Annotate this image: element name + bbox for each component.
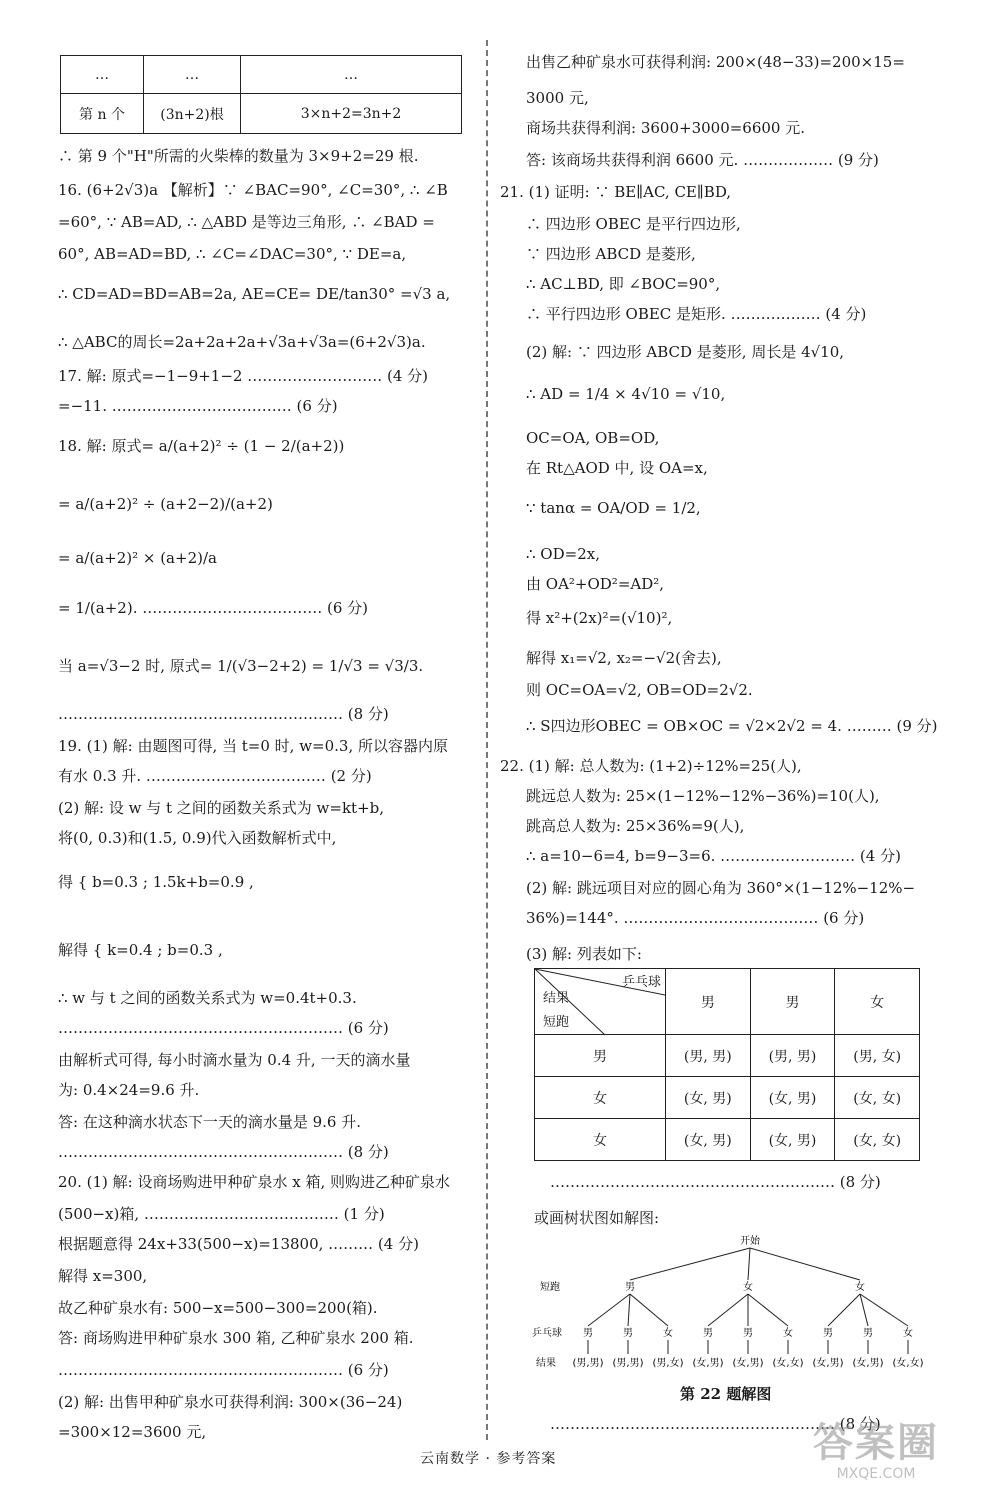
text-line: ∴ 四边形 OBEC 是平行四边形,	[526, 215, 741, 233]
text-line: OC=OA, OB=OD,	[526, 429, 660, 447]
tree-root: 开始	[740, 1236, 760, 1247]
tree-node-level2: 女	[903, 1328, 913, 1339]
text-line: 解得 x₁=√2, x₂=−√2(舍去),	[526, 649, 722, 667]
tree-node-level2: 男	[623, 1328, 633, 1339]
tree-branch	[708, 1294, 748, 1326]
text-line: ∵ tanα = OA/OD = 1/2,	[526, 499, 701, 517]
table-cell: (女, 女)	[835, 1077, 920, 1119]
text-line: 将(0, 0.3)和(1.5, 0.9)代入函数解析式中,	[58, 829, 337, 847]
tree-branch	[628, 1294, 630, 1326]
text-line: 答: 该商场共获得利润 6600 元. ……………… (9 分)	[526, 151, 879, 169]
text-line: 3000 元,	[526, 89, 589, 107]
table-cell: (女, 男)	[666, 1077, 751, 1119]
table-header: 男	[666, 969, 751, 1035]
text-line: 为: 0.4×24=9.6 升.	[58, 1081, 200, 1099]
text-line: 商场共获得利润: 3600+3000=6600 元.	[526, 119, 806, 137]
text-line: ∴ △ABC的周长=2a+2a+2a+√3a+√3a=(6+2√3)a.	[58, 333, 426, 351]
text-line: ………………………………………………… (8 分)	[58, 1143, 389, 1161]
table-cell: (男, 女)	[835, 1035, 920, 1077]
text-line: = 1/(a+2). ……………………………… (6 分)	[58, 599, 369, 617]
watermark-url: MXQE.COM	[836, 1466, 916, 1482]
row-label: 男	[535, 1035, 666, 1077]
text-line: 根据题意得 24x+33(500−x)=13800, ……… (4 分)	[58, 1235, 419, 1253]
text-line: 16. (6+2√3)a 【解析】∵ ∠BAC=90°, ∠C=30°, ∴ ∠B	[58, 181, 448, 199]
tree-branch	[588, 1294, 630, 1326]
tree-result: (女,男)	[812, 1358, 844, 1369]
tree-branch	[750, 1248, 860, 1280]
text-line: (2) 解: 出售甲种矿泉水可获得利润: 300×(36−24)	[58, 1393, 403, 1411]
text-line: 36%)=144°. ………………………………… (6 分)	[526, 909, 865, 927]
text-line: 22. (1) 解: 总人数为: (1+2)÷12%=25(人),	[500, 757, 802, 775]
text-line: =300×12=3600 元,	[58, 1423, 207, 1441]
text-line: ………………………………………………… (6 分)	[58, 1361, 389, 1379]
text-line: 20. (1) 解: 设商场购进甲种矿泉水 x 箱, 则购进乙种矿泉水	[58, 1173, 450, 1191]
text-line: 当 a=√3−2 时, 原式= 1/(√3−2+2) = 1/√3 = √3/3.	[58, 657, 424, 675]
tree-result: (女,男)	[692, 1358, 724, 1369]
final-score: ………………………………………………… (8 分)	[550, 1415, 881, 1433]
text-line: 21. (1) 证明: ∵ BE∥AC, CE∥BD,	[500, 183, 732, 201]
table-cell: …	[144, 56, 241, 94]
top-table	[60, 55, 462, 134]
watermark	[776, 1420, 976, 1500]
text-line: (3) 解: 列表如下:	[526, 945, 642, 963]
text-line: 由解析式可得, 每小时滴水量为 0.4 升, 一天的滴水量	[58, 1051, 411, 1069]
tree-node-level2: 男	[863, 1328, 873, 1339]
text-line: ∴ w 与 t 之间的函数关系式为 w=0.4t+0.3.	[58, 989, 357, 1007]
tree-branch	[748, 1294, 788, 1326]
table-cell: (男, 男)	[750, 1035, 835, 1077]
text-line: (2) 解: 设 w 与 t 之间的函数关系式为 w=kt+b,	[58, 799, 385, 817]
table-cell: (3n+2)根	[144, 94, 241, 134]
text-line: ∴ AD = 1/4 × 4√10 = √10,	[526, 385, 726, 403]
text-line: 17. 解: 原式=−1−9+1−2 ……………………… (4 分)	[58, 367, 429, 385]
text-line: 在 Rt△AOD 中, 设 OA=x,	[526, 459, 708, 477]
text-line: ∴ S四边形OBEC = OB×OC = √2×2√2 = 4. ……… (9 分)	[526, 717, 938, 735]
tree-node-level2: 男	[703, 1328, 713, 1339]
tree-level1-label: 短跑	[540, 1282, 560, 1293]
tree-caption: 第 22 题解图	[680, 1385, 772, 1403]
tree-diagram	[520, 1232, 924, 1382]
table-cell: …	[61, 56, 144, 94]
tree-node-level2: 男	[823, 1328, 833, 1339]
tree-branch	[748, 1248, 750, 1280]
text-line: 有水 0.3 升. ……………………………… (2 分)	[58, 767, 372, 785]
text-line: ∴ AC⊥BD, 即 ∠BOC=90°,	[526, 275, 721, 293]
text-line: 60°, AB=AD=BD, ∴ ∠C=∠DAC=30°, ∵ DE=a,	[58, 245, 407, 263]
text-line: (2) 解: 跳远项目对应的圆心角为 360°×(1−12%−12%−	[526, 879, 916, 897]
table-corner	[535, 969, 666, 1035]
text-line: 出售乙种矿泉水可获得利润: 200×(48−33)=200×15=	[526, 53, 905, 71]
text-line: 得 x²+(2x)²=(√10)²,	[526, 609, 673, 627]
tree-node-level2: 女	[663, 1328, 673, 1339]
table-cell: (女, 女)	[835, 1119, 920, 1161]
text-line: ………………………………………………… (6 分)	[58, 1019, 389, 1037]
tree-intro: 或画树状图如解图:	[534, 1209, 660, 1227]
text-line: =60°, ∵ AB=AD, ∴ △ABD 是等边三角形, ∴ ∠BAD =	[58, 213, 435, 231]
column-divider	[486, 40, 488, 1440]
text-line: ∴ 平行四边形 OBEC 是矩形. ……………… (4 分)	[526, 305, 867, 323]
text-line: ∵ 四边形 ABCD 是菱形,	[526, 245, 696, 263]
tree-result-label: 结果	[536, 1358, 556, 1369]
table-header: 女	[835, 969, 920, 1035]
text-line: (500−x)箱, ………………………………… (1 分)	[58, 1205, 385, 1223]
text-line: (2) 解: ∵ 四边形 ABCD 是菱形, 周长是 4√10,	[526, 343, 845, 361]
text-line: 19. (1) 解: 由题图可得, 当 t=0 时, w=0.3, 所以容器内原	[58, 737, 449, 755]
text-line: 答: 商场购进甲种矿泉水 300 箱, 乙种矿泉水 200 箱.	[58, 1329, 414, 1347]
table-cell: 3×n+2=3n+2	[241, 94, 462, 134]
tree-result: (女,男)	[732, 1358, 764, 1369]
text-line: 解得 { k=0.4 ; b=0.3 ,	[58, 941, 223, 959]
text-line: ∴ a=10−6=4, b=9−3=6. ……………………… (4 分)	[526, 847, 901, 865]
tree-level2-label: 乒乓球	[532, 1328, 562, 1339]
corner-top: 乒乓球	[621, 975, 661, 990]
tree-branch	[828, 1294, 860, 1326]
text-line: 跳高总人数为: 25×36%=9(人),	[526, 817, 745, 835]
page-footer: 云南数学 · 参考答案	[420, 1451, 557, 1467]
text-line: ∴ 第 9 个"H"所需的火柴棒的数量为 3×9+2=29 根.	[58, 147, 419, 165]
text-line: 得 { b=0.3 ; 1.5k+b=0.9 ,	[58, 873, 254, 891]
corner-bottom: 短跑	[543, 1015, 570, 1030]
table-header: 男	[750, 969, 835, 1035]
watermark-title: 答案圈	[813, 1420, 939, 1466]
tree-node-level1: 男	[625, 1282, 635, 1293]
text-line: 18. 解: 原式= a/(a+2)² ÷ (1 − 2/(a+2))	[58, 437, 345, 455]
table-cell: (女, 男)	[750, 1077, 835, 1119]
text-line: 故乙种矿泉水有: 500−x=500−300=200(箱).	[58, 1299, 378, 1317]
tree-result: (男,男)	[612, 1358, 644, 1369]
text-line: ∴ OD=2x,	[526, 545, 600, 563]
tree-node-level2: 女	[783, 1328, 793, 1339]
text-line: ………………………………………………… (8 分)	[58, 705, 389, 723]
table-cell: …	[241, 56, 462, 94]
tree-result: (女,女)	[772, 1358, 804, 1369]
tree-node-level2: 男	[583, 1328, 593, 1339]
text-line: 解得 x=300,	[58, 1267, 148, 1285]
table-cell: (男, 男)	[666, 1035, 751, 1077]
tree-branch	[630, 1294, 668, 1326]
tree-node-level1: 女	[855, 1282, 865, 1293]
probability-table	[534, 968, 920, 1161]
text-line: = a/(a+2)² ÷ (a+2−2)/(a+2)	[58, 495, 273, 513]
row-label: 女	[535, 1119, 666, 1161]
text-line: ∴ CD=AD=BD=AB=2a, AE=CE= DE/tan30° =√3 a,	[58, 285, 451, 303]
tree-result: (女,女)	[892, 1358, 924, 1369]
text-line: 由 OA²+OD²=AD²,	[526, 575, 665, 593]
table-cell: (女, 男)	[666, 1119, 751, 1161]
tree-branch	[630, 1248, 750, 1280]
table-cell: (女, 男)	[750, 1119, 835, 1161]
tree-result: (男,女)	[652, 1358, 684, 1369]
row-label: 女	[535, 1077, 666, 1119]
tree-result: (男,男)	[572, 1358, 604, 1369]
table-cell: 第 n 个	[61, 94, 144, 134]
tree-result: (女,男)	[852, 1358, 884, 1369]
tree-node-level2: 男	[743, 1328, 753, 1339]
tree-node-level1: 女	[743, 1282, 753, 1293]
text-line: 答: 在这种滴水状态下一天的滴水量是 9.6 升.	[58, 1113, 361, 1131]
corner-mid: 结果	[543, 991, 570, 1006]
text-line: =−11. ……………………………… (6 分)	[58, 397, 338, 415]
text-line: = a/(a+2)² × (a+2)/a	[58, 549, 217, 567]
text-line: 则 OC=OA=√2, OB=OD=2√2.	[526, 681, 753, 699]
table-score: ………………………………………………… (8 分)	[550, 1173, 881, 1191]
text-line: 跳远总人数为: 25×(1−12%−12%−36%)=10(人),	[526, 787, 880, 805]
